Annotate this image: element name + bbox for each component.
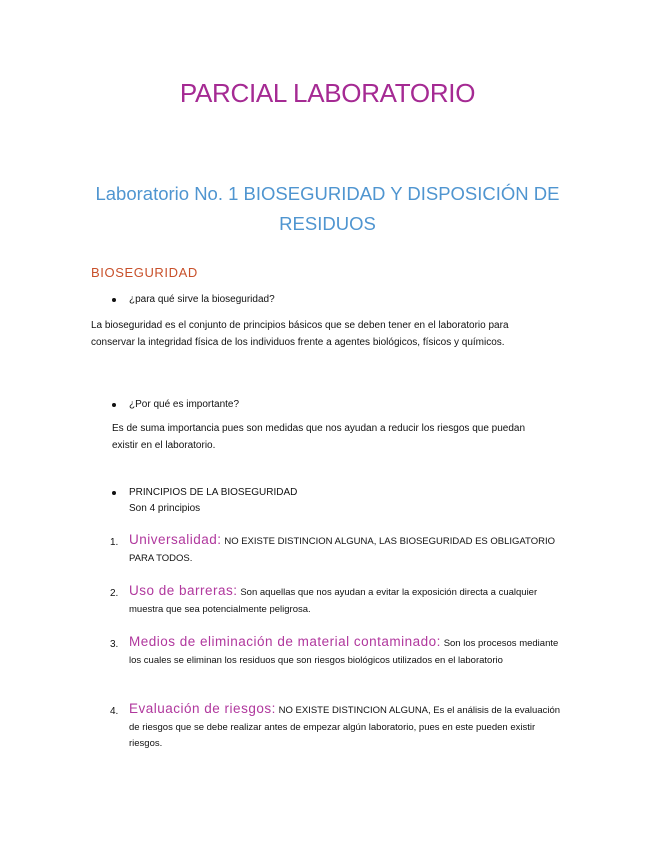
principle-item <box>129 532 569 567</box>
list-number: 4. <box>110 706 119 717</box>
page-title: PARCIAL LABORATORIO <box>179 78 476 108</box>
principle-item <box>129 583 569 618</box>
list-number: 2. <box>110 588 119 599</box>
list-number: 1. <box>110 537 119 548</box>
answer-2: Es de suma importancia pues son medidas que nos ayudan a reducir los riesgos que puedan existir en el laboratorio. <box>112 423 526 451</box>
principles-count: Son 4 principios <box>129 503 201 514</box>
principles-label: PRINCIPIOS DE LA BIOSEGURIDAD <box>129 487 298 498</box>
section-heading: BIOSEGURIDAD <box>91 265 198 280</box>
question-2: ¿Por qué es importante? <box>129 399 240 410</box>
principle-item <box>129 634 569 669</box>
principle-item <box>129 701 569 753</box>
principle-description: Son los procesos mediante los cuales se eliminan los residuos que son riesgos biológicos utilizados en el laboratorio <box>129 638 559 666</box>
principle-name: Medios de eliminación de material contaminado: <box>129 634 441 649</box>
bullet-icon <box>112 491 116 495</box>
principle-name: Universalidad: <box>129 532 222 547</box>
principle-description: Son aquellas que nos ayudan a evitar la exposición directa a cualquier muestra que sea potencialmente peligrosa. <box>129 587 538 615</box>
lab-subtitle: Laboratorio No. 1 BIOSEGURIDAD Y DISPOSICIÓN DE RESIDUOS <box>95 183 560 234</box>
principle-name: Evaluación de riesgos: <box>129 701 276 716</box>
bullet-icon <box>112 298 116 302</box>
principle-description: NO EXISTE DISTINCION ALGUNA, LAS BIOSEGURIDAD ES OBLIGATORIO PARA TODOS. <box>129 536 555 564</box>
question-1: ¿para qué sirve la bioseguridad? <box>129 294 275 305</box>
answer-1: La bioseguridad es el conjunto de principios básicos que se deben tener en el laboratorio para conservar la integridad física de los individuos frente a agentes biológicos, físicos y químicos. <box>91 320 509 348</box>
principle-name: Uso de barreras: <box>129 583 238 598</box>
list-number: 3. <box>110 639 119 650</box>
bullet-icon <box>112 403 116 407</box>
principle-description: NO EXISTE DISTINCION ALGUNA, Es el análisis de la evaluación de riesgos que se debe realizar antes de empezar algún laboratorio, pues en este pueden existir riesgos. <box>129 705 561 749</box>
